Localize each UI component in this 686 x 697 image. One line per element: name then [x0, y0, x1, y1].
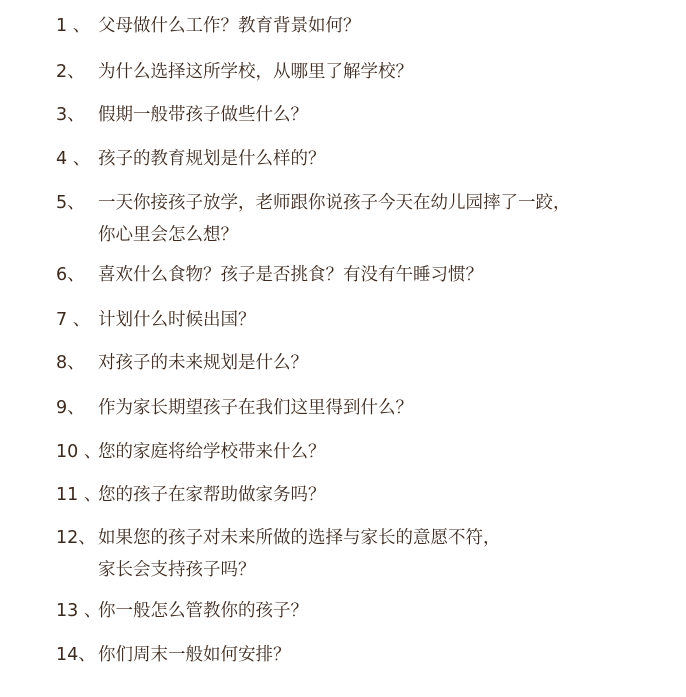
question-item-1 — [56, 10, 666, 42]
question-text: 你一般怎么管教你的孩子？ — [98, 601, 308, 621]
question-item-4 — [56, 143, 666, 175]
question-number: 11 、 — [56, 485, 102, 505]
question-number: 9、 — [56, 398, 85, 418]
question-number: 3、 — [56, 105, 85, 125]
question-item-11 — [56, 479, 666, 511]
question-text: 对孩子的未来规划是什么？ — [98, 353, 308, 373]
question-number: 14、 — [56, 645, 96, 665]
question-text: 孩子的教育规划是什么样的？ — [98, 149, 326, 169]
question-text: 您的家庭将给学校带来什么？ — [98, 442, 326, 462]
question-number: 5、 — [56, 193, 85, 213]
question-text: 喜欢什么食物？孩子是否挑食？有没有午睡习惯？ — [98, 265, 483, 285]
question-item-3 — [56, 99, 666, 131]
question-text-continued: 你心里会怎么想？ — [98, 225, 238, 245]
question-item-9 — [56, 392, 666, 424]
question-number: 4 、 — [56, 149, 91, 169]
question-item-12 — [56, 522, 666, 586]
question-text: 计划什么时候出国？ — [98, 310, 256, 330]
question-number: 1 、 — [56, 16, 91, 36]
question-number: 2、 — [56, 62, 85, 82]
question-item-6 — [56, 259, 666, 291]
question-number: 6、 — [56, 265, 85, 285]
question-text: 你们周末一般如何安排？ — [98, 645, 291, 665]
question-item-5 — [56, 187, 666, 251]
question-item-8 — [56, 347, 666, 379]
question-text: 您的孩子在家帮助做家务吗？ — [98, 485, 326, 505]
question-number: 13 、 — [56, 601, 102, 621]
question-number: 8、 — [56, 353, 85, 373]
question-number: 12、 — [56, 528, 96, 548]
question-item-13 — [56, 595, 666, 627]
question-item-7 — [56, 304, 666, 336]
question-text: 如果您的孩子对未来所做的选择与家长的意愿不符， — [98, 528, 501, 548]
question-text: 一天你接孩子放学，老师跟你说孩子今天在幼儿园摔了一跤， — [98, 193, 571, 213]
question-text: 作为家长期望孩子在我们这里得到什么？ — [98, 398, 413, 418]
question-text: 为什么选择这所学校，从哪里了解学校？ — [98, 62, 413, 82]
question-item-14 — [56, 639, 666, 671]
question-item-10 — [56, 436, 666, 468]
question-text: 假期一般带孩子做些什么？ — [98, 105, 308, 125]
question-text-continued: 家长会支持孩子吗？ — [98, 560, 256, 580]
question-item-2 — [56, 56, 666, 88]
question-text: 父母做什么工作？教育背景如何？ — [98, 16, 361, 36]
question-number: 10 、 — [56, 442, 102, 462]
question-number: 7 、 — [56, 310, 91, 330]
